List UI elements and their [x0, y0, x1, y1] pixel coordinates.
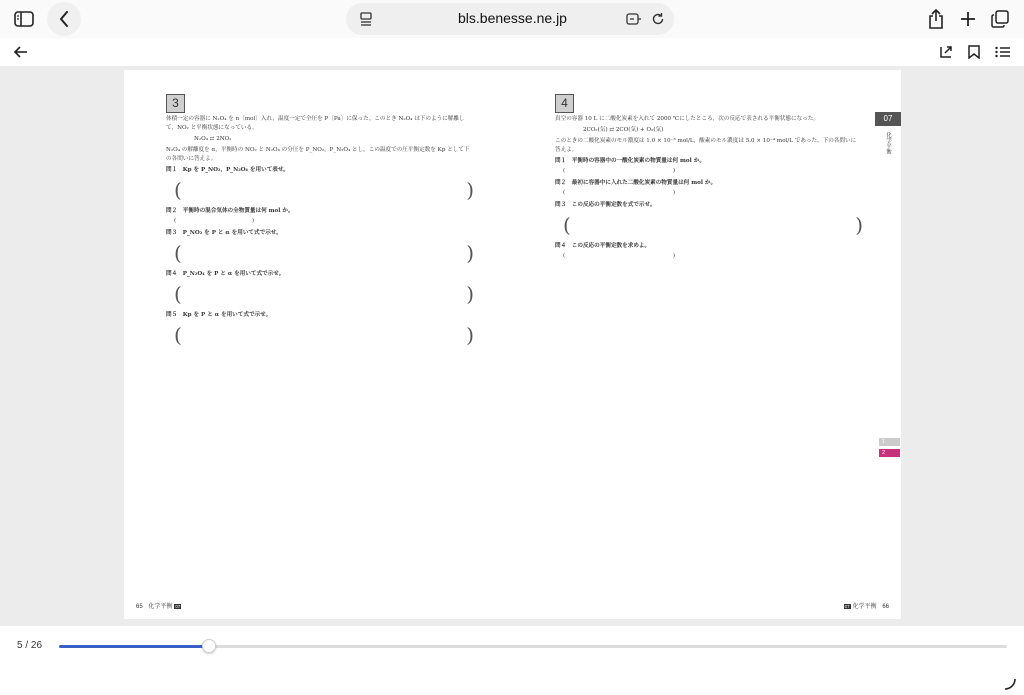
- question-number: 4: [555, 94, 574, 113]
- sidebar-icon[interactable]: [10, 5, 38, 33]
- slider-fill: [59, 645, 209, 648]
- url-text: bls.benesse.ne.jp: [458, 10, 567, 26]
- question-item: 問３ この反応の平衡定数を式で示せ。: [555, 202, 656, 208]
- document-viewer[interactable]: [0, 66, 1024, 626]
- answer-box[interactable]: ( ): [563, 213, 863, 237]
- page-number: 66: [882, 604, 889, 610]
- tabs-icon[interactable]: [986, 5, 1014, 33]
- address-bar[interactable]: [346, 3, 674, 35]
- bookmark-icon[interactable]: [960, 38, 988, 66]
- intro-text-2: このときの二酸化炭素のモル濃度は 1.0 × 10⁻³ mol/L，酸素のモル濃度は 5.0 × 10⁻⁴ mol/L であった。下の各問いに答えよ。: [555, 138, 857, 153]
- question-item: 問４ この反応の平衡定数を求めよ。: [555, 243, 651, 249]
- chapter-chip: 07: [175, 604, 181, 609]
- reload-icon[interactable]: [644, 5, 672, 33]
- answer-box[interactable]: ( ): [174, 323, 474, 347]
- question-item: 問４ P_N₂O₄ を P と α を用いて式で示せ。: [166, 271, 285, 277]
- question-item: 問２ 平衡時の混合気体の全物質量は何 mol か。: [166, 208, 294, 214]
- slider-thumb[interactable]: [202, 639, 216, 653]
- reaction-equation: 2CO₂(気) ⇄ 2CO(気) + O₂(気): [583, 127, 664, 133]
- intro-text-2: N₂O₄ の解離度を α，平衡時の NO₂ と N₂O₄ の分圧を P_NO₂，P_N₂O₄ とし，この温度での圧平衡定数を Kp として下の各問いに答えよ。: [166, 147, 470, 162]
- answer-box[interactable]: ( ): [174, 178, 474, 202]
- question-3: [166, 94, 474, 352]
- question-item: 問１ Kp を P_NO₂，P_N₂O₄ を用いて表せ。: [166, 167, 289, 173]
- share-icon[interactable]: [922, 5, 950, 33]
- viewer-toolbar: [0, 38, 1024, 66]
- browser-toolbar: [0, 0, 1024, 38]
- page-footer-right: [842, 601, 889, 610]
- reaction-equation: N₂O₄ ⇄ 2NO₂: [194, 136, 232, 142]
- rotate-icon[interactable]: [932, 38, 960, 66]
- chapter-tab-strip: [875, 112, 901, 162]
- page-slider[interactable]: [59, 645, 1007, 648]
- list-icon[interactable]: [989, 38, 1017, 66]
- back-arrow-icon[interactable]: [7, 38, 35, 66]
- page-settings-icon[interactable]: [352, 5, 380, 33]
- section-tab-2[interactable]: 2: [879, 449, 900, 457]
- question-number: 3: [166, 94, 185, 113]
- question-item: 問５ Kp を P と α を用いて式で示せ。: [166, 312, 272, 318]
- new-tab-icon[interactable]: [954, 5, 982, 33]
- question-item: 問２ 最初に容器中に入れた二酸化炭素の物質量は何 mol か。: [555, 180, 717, 186]
- question-item: 問１ 平衡時の容器中の一酸化炭素の物質量は何 mol か。: [555, 158, 705, 164]
- question-4: [555, 94, 863, 264]
- answer-box[interactable]: ( ): [563, 168, 675, 174]
- answer-box[interactable]: ( ): [174, 282, 474, 306]
- back-icon[interactable]: [47, 2, 81, 36]
- page-number: 65: [136, 604, 143, 610]
- page-footer-left: [136, 601, 183, 610]
- answer-box[interactable]: ( ): [174, 241, 474, 265]
- section-tab-1[interactable]: 1: [879, 438, 900, 446]
- question-item: 問３ P_NO₂ を P と α を用いて式で示せ。: [166, 230, 282, 236]
- chapter-number-tab[interactable]: 07: [875, 112, 901, 126]
- chapter-label: 化学平衡: [885, 132, 891, 154]
- loading-spinner-icon: [1003, 676, 1017, 695]
- chapter-chip: 07: [844, 604, 850, 609]
- answer-box[interactable]: ( ): [563, 253, 675, 259]
- page-spread: [124, 70, 901, 619]
- intro-text: 体積一定の容器に N₂O₄ を n〔mol〕入れ，温度一定で全圧を P〔Pa〕に保った。このとき N₂O₄ は下のように解離して，NO₂ と平衡状態になっている。: [166, 116, 465, 131]
- footer-label: 化学平衡: [852, 604, 877, 610]
- intro-text: 真空の容器 10 L に二酸化炭素を入れて 2000 ℃にしたところ，次の反応で表される平衡状態になった。: [555, 116, 819, 122]
- answer-box[interactable]: ( ): [563, 190, 675, 196]
- page-counter: 5 / 26: [17, 640, 43, 651]
- footer-label: 化学平衡: [148, 604, 173, 610]
- answer-box[interactable]: ( ): [174, 218, 254, 224]
- page-navigator: [0, 626, 1024, 695]
